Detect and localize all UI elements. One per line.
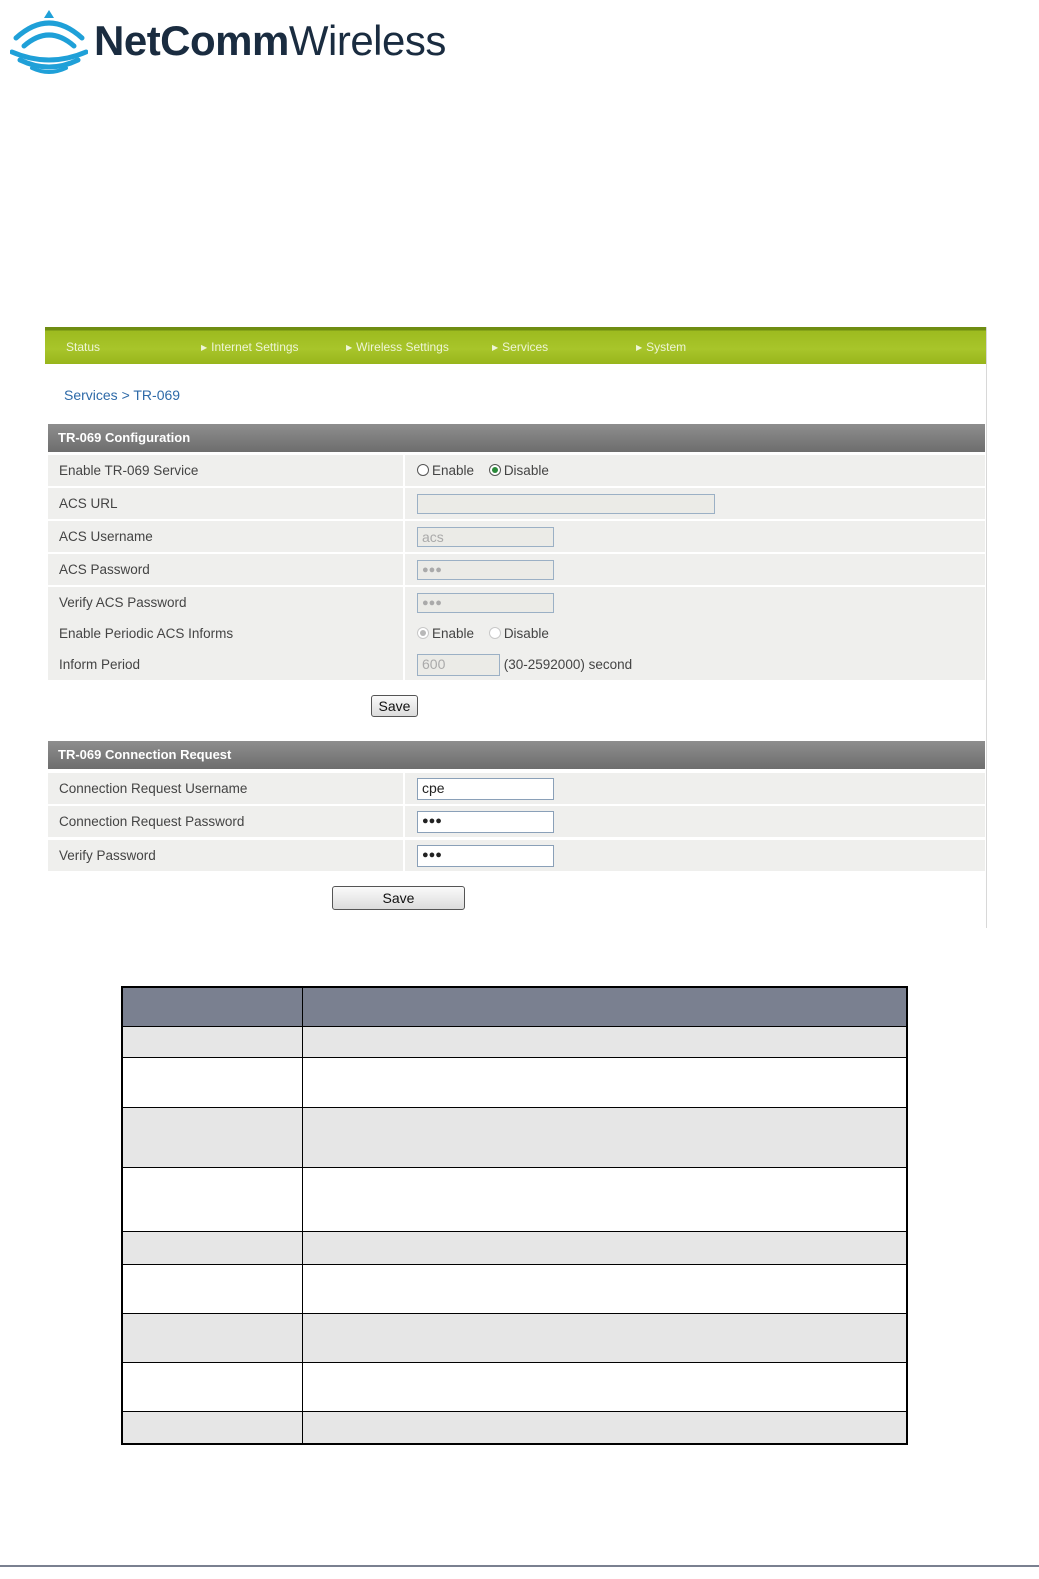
wifi-signal-icon xyxy=(10,6,88,76)
row-inform-period xyxy=(48,649,985,680)
connection-save-button[interactable]: Save xyxy=(332,886,465,910)
table-row xyxy=(122,1412,907,1444)
enable-tr069-radio-enable[interactable] xyxy=(417,464,429,476)
table-header-row xyxy=(122,987,907,1027)
inform-period-range-hint: (30-2592000) second xyxy=(503,657,633,672)
table-cell xyxy=(302,1232,907,1265)
acs-username-input[interactable]: acs xyxy=(417,527,554,547)
verify-acs-password-input[interactable]: ●●● xyxy=(417,593,554,613)
row-connection-username xyxy=(48,773,985,804)
acs-url-input[interactable] xyxy=(417,494,715,514)
nav-internet-settings[interactable]: ▶ Internet Settings xyxy=(201,340,299,354)
row-periodic-informs: Enable Periodic ACS Informs Enable Disable xyxy=(48,618,985,649)
footer-divider xyxy=(0,1565,1039,1567)
caret-right-icon: ▶ xyxy=(636,343,643,352)
enable-tr069-radio-disable[interactable] xyxy=(489,464,501,476)
netcomm-logo xyxy=(10,6,446,76)
table-row xyxy=(122,1168,907,1232)
table-cell xyxy=(302,1265,907,1314)
connection-password-label: Connection Request Password xyxy=(48,806,403,837)
table-row xyxy=(122,1058,907,1108)
acs-url-label: ACS URL xyxy=(48,488,403,519)
row-verify-password xyxy=(48,840,985,871)
connection-username-input[interactable]: cpe xyxy=(417,778,554,800)
row-acs-url xyxy=(48,488,985,519)
config-section-title: TR-069 Configuration xyxy=(48,424,985,452)
logo-brand-light: Wireless xyxy=(288,17,446,64)
logo-brand-bold: NetComm xyxy=(94,17,289,64)
acs-username-label: ACS Username xyxy=(48,521,403,552)
row-connection-password xyxy=(48,806,985,837)
table-row xyxy=(122,1265,907,1314)
table-cell xyxy=(122,1108,302,1168)
row-verify-acs-password xyxy=(48,587,985,618)
breadcrumb: Services > TR-069 xyxy=(64,387,181,403)
table-cell xyxy=(122,1412,302,1444)
config-save-button[interactable]: Save xyxy=(371,695,418,717)
table-row xyxy=(122,1108,907,1168)
table-cell xyxy=(122,1058,302,1108)
inform-period-input[interactable]: 600 xyxy=(417,654,500,676)
periodic-informs-radio-disable[interactable] xyxy=(489,627,501,639)
row-enable-tr069: Enable TR-069 Service Enable Disable xyxy=(48,455,985,486)
periodic-informs-radio-enable[interactable] xyxy=(417,627,429,639)
screenshot-right-border xyxy=(986,327,987,928)
table-cell xyxy=(122,1265,302,1314)
inform-period-label: Inform Period xyxy=(48,649,403,680)
table-cell xyxy=(122,1168,302,1232)
caret-right-icon: ▶ xyxy=(346,343,353,352)
table-cell xyxy=(302,1027,907,1058)
caret-right-icon: ▶ xyxy=(492,343,499,352)
nav-services[interactable]: ▶ Services xyxy=(492,340,549,354)
nav-wireless-settings[interactable]: ▶ Wireless Settings xyxy=(346,340,449,354)
table-cell xyxy=(302,1108,907,1168)
acs-password-label: ACS Password xyxy=(48,554,403,585)
logo-wordmark xyxy=(94,17,446,64)
settings-description-table xyxy=(121,986,908,1445)
table-cell xyxy=(302,1314,907,1363)
connection-password-input[interactable]: ●●● xyxy=(417,811,554,833)
table-cell xyxy=(302,1168,907,1232)
table-row xyxy=(122,1363,907,1412)
table-header-cell xyxy=(302,987,907,1027)
main-nav-bar xyxy=(45,327,987,364)
connection-username-label: Connection Request Username xyxy=(48,773,403,804)
row-acs-username xyxy=(48,521,985,552)
table-cell xyxy=(122,1314,302,1363)
connection-section-title: TR-069 Connection Request xyxy=(48,741,985,769)
verify-password-input[interactable]: ●●● xyxy=(417,845,554,867)
table-cell xyxy=(122,1232,302,1265)
verify-password-label: Verify Password xyxy=(48,840,403,871)
verify-acs-password-label: Verify ACS Password xyxy=(48,587,403,618)
table-cell xyxy=(122,1027,302,1058)
table-cell xyxy=(302,1058,907,1108)
table-row xyxy=(122,1232,907,1265)
enable-tr069-label: Enable TR-069 Service xyxy=(48,455,403,486)
table-row xyxy=(122,1027,907,1058)
table-header-cell xyxy=(122,987,302,1027)
acs-password-input[interactable]: ●●● xyxy=(417,560,554,580)
nav-status[interactable]: Status xyxy=(66,340,101,354)
table-cell xyxy=(302,1412,907,1444)
periodic-informs-label: Enable Periodic ACS Informs xyxy=(48,618,403,649)
table-cell xyxy=(302,1363,907,1412)
nav-system[interactable]: ▶ System xyxy=(636,340,687,354)
row-acs-password xyxy=(48,554,985,585)
router-ui-screenshot xyxy=(45,327,987,928)
caret-right-icon: ▶ xyxy=(201,343,208,352)
table-cell xyxy=(122,1363,302,1412)
table-row xyxy=(122,1314,907,1363)
